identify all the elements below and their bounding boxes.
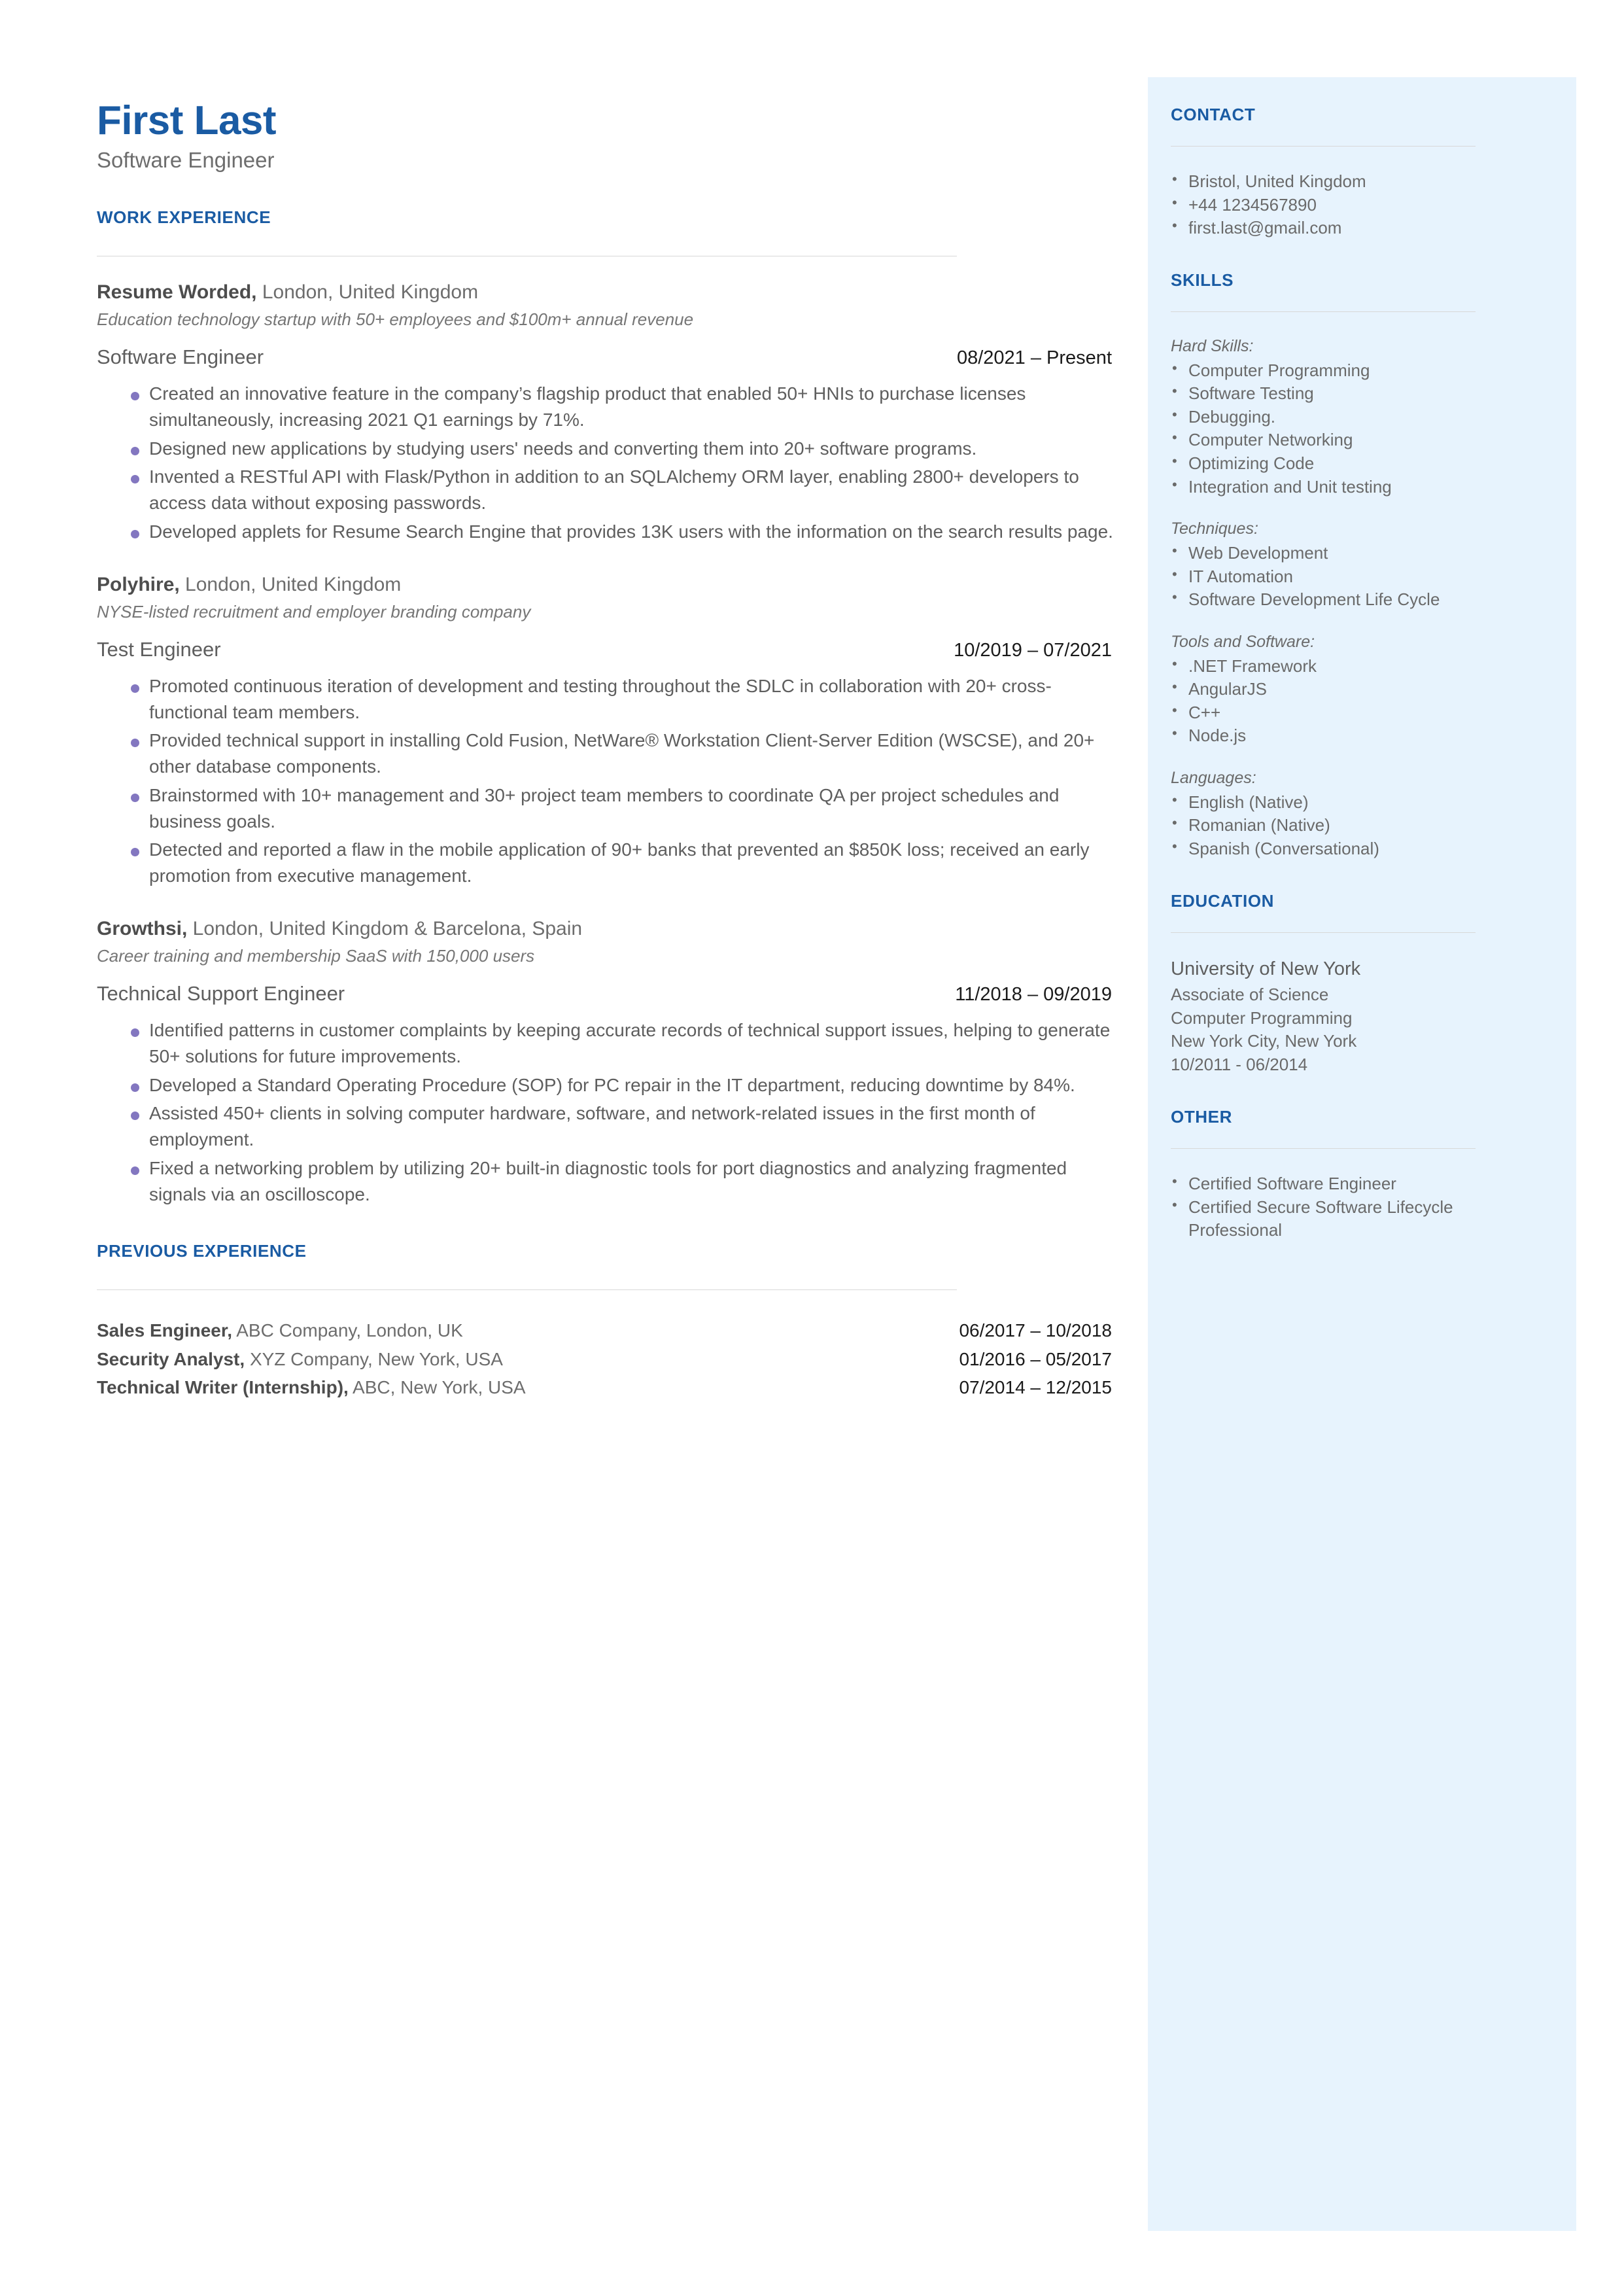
- job-company-name: Polyhire,: [97, 573, 180, 595]
- skill-item: • Node.js: [1171, 724, 1498, 748]
- sidebar-section-skills: [1171, 270, 1498, 861]
- previous-experience-list: [97, 1316, 1117, 1401]
- section-divider: [1171, 311, 1476, 312]
- job-bullet-list: [97, 673, 1117, 889]
- job-company: [97, 917, 1117, 941]
- previous-role-label: [97, 1316, 463, 1344]
- section-heading-work-experience: WORK EXPERIENCE: [97, 207, 271, 228]
- job-company-description: Career training and membership SaaS with 150,000 users: [97, 946, 535, 966]
- previous-role-detail: ABC Company, London, UK: [232, 1320, 463, 1341]
- previous-role-title: Technical Writer (Internship),: [97, 1377, 349, 1398]
- skill-item: • Debugging.: [1171, 406, 1498, 429]
- skills-group: [1171, 767, 1498, 861]
- job-bullet: Assisted 450+ clients in solving computer hardware, software, and network-related issues in the first month of employment.: [97, 1100, 1117, 1153]
- skill-item: • .NET Framework: [1171, 655, 1498, 678]
- page-title: First Last: [97, 98, 277, 143]
- skills-group: [1171, 336, 1498, 499]
- section-divider: [1171, 1148, 1476, 1149]
- job-location: London, United Kingdom: [256, 281, 479, 304]
- previous-role-dates: 06/2017 – 10/2018: [959, 1320, 1112, 1341]
- previous-experience-row: [97, 1373, 1117, 1401]
- professional-headline: Software Engineer: [97, 148, 275, 173]
- sidebar-column: [1171, 105, 1498, 1242]
- job-title: Technical Support Engineer: [97, 982, 345, 1006]
- section-divider: [1171, 932, 1476, 933]
- sidebar-section-other: [1171, 1107, 1498, 1242]
- education-field: Computer Programming: [1171, 1007, 1353, 1028]
- skills-group-label: Tools and Software:: [1171, 632, 1315, 651]
- job-bullet: Fixed a networking problem by utilizing 20+ built-in diagnostic tools for port diagnostics and analyzing fragmented signals via an oscilloscope.: [97, 1155, 1117, 1208]
- skills-group-list: [1171, 655, 1498, 748]
- skill-item: • Spanish (Conversational): [1171, 837, 1498, 861]
- previous-role-detail: ABC, New York, USA: [348, 1377, 526, 1398]
- skills-group-label: Hard Skills:: [1171, 336, 1254, 355]
- job-bullet: Created an innovative feature in the company’s flagship product that enabled 50+ HNIs to purchase licenses simultaneously, increasing 2021 Q1 earnings by 71%.: [97, 381, 1117, 433]
- job-bullet-list: [97, 1017, 1117, 1207]
- job-company-description: Education technology startup with 50+ employees and $100m+ annual revenue: [97, 309, 694, 330]
- skill-item: • Web Development: [1171, 542, 1498, 565]
- job-bullet: Designed new applications by studying users' needs and converting them into 20+ software programs.: [97, 436, 1117, 462]
- skill-item: • Software Testing: [1171, 382, 1498, 406]
- job-dates: 10/2019 – 07/2021: [954, 639, 1112, 661]
- other-item: • Certified Software Engineer: [1171, 1172, 1498, 1196]
- section-heading-skills: SKILLS: [1171, 270, 1234, 290]
- job-company-name: Resume Worded,: [97, 281, 257, 304]
- job-title: Software Engineer: [97, 345, 264, 369]
- skills-group-list: [1171, 359, 1498, 499]
- skill-item: • Romanian (Native): [1171, 814, 1498, 837]
- job-company-description: NYSE-listed recruitment and employer branding company: [97, 602, 531, 622]
- job-dates: 08/2021 – Present: [956, 347, 1112, 369]
- skills-group-list: [1171, 791, 1498, 861]
- work-experience-entry: [97, 280, 1117, 545]
- job-bullet: Invented a RESTful API with Flask/Python in addition to an SQLAlchemy ORM layer, enabling 2800+ developers to access data without exposing passwords.: [97, 464, 1117, 516]
- previous-experience-row: [97, 1316, 1117, 1344]
- job-bullet: Brainstormed with 10+ management and 30+ project team members to coordinate QA per project schedules and business goals.: [97, 782, 1117, 835]
- sidebar-section-education: [1171, 891, 1498, 1077]
- job-location: London, United Kingdom & Barcelona, Spain: [187, 917, 583, 939]
- other-item: • Certified Secure Software Lifecycle Professional: [1171, 1196, 1498, 1242]
- job-bullet: Identified patterns in customer complaints by keeping accurate records of technical support issues, helping to generate 50+ solutions for future improvements.: [97, 1017, 1117, 1070]
- job-company-name: Growthsi,: [97, 917, 188, 939]
- education-degree: Associate of Science: [1171, 984, 1329, 1004]
- work-experience-list: [97, 280, 1117, 1207]
- section-heading-other: OTHER: [1171, 1107, 1232, 1127]
- other-list: [1171, 1172, 1498, 1242]
- skill-item: • AngularJS: [1171, 678, 1498, 701]
- work-experience-entry: [97, 917, 1117, 1207]
- job-bullet: Provided technical support in installing Cold Fusion, NetWare® Workstation Client-Server Edition (WSCSE), and 20+ other database components.: [97, 727, 1117, 780]
- skills-group: [1171, 631, 1498, 748]
- skill-item: • English (Native): [1171, 791, 1498, 815]
- skill-item: • IT Automation: [1171, 565, 1498, 589]
- section-divider: [97, 1289, 957, 1290]
- job-title-row: [97, 982, 1117, 1006]
- skills-group: [1171, 518, 1498, 612]
- previous-role-title: Sales Engineer,: [97, 1320, 232, 1341]
- job-bullet-list: [97, 381, 1117, 545]
- skill-item: • Computer Programming: [1171, 359, 1498, 383]
- job-company: [97, 572, 1117, 597]
- contact-list: [1171, 170, 1498, 240]
- section-heading-education: EDUCATION: [1171, 890, 1275, 911]
- job-bullet: Developed a Standard Operating Procedure (SOP) for PC repair in the IT department, reducing downtime by 84%.: [97, 1072, 1117, 1098]
- job-location: London, United Kingdom: [179, 573, 402, 595]
- job-bullet: Detected and reported a flaw in the mobile application of 90+ banks that prevented an $850K loss; received an early promotion from executive management.: [97, 837, 1117, 889]
- contact-item: • Bristol, United Kingdom: [1171, 170, 1498, 194]
- skills-group-label: Languages:: [1171, 769, 1256, 787]
- skill-item: • Computer Networking: [1171, 429, 1498, 452]
- previous-role-label: [97, 1345, 503, 1373]
- job-title-row: [97, 638, 1117, 661]
- contact-item: • first.last@gmail.com: [1171, 217, 1498, 240]
- section-divider: [1171, 146, 1476, 147]
- job-bullet: Developed applets for Resume Search Engine that provides 13K users with the information on the search results page.: [97, 519, 1117, 545]
- previous-role-detail: XYZ Company, New York, USA: [245, 1348, 503, 1369]
- education-dates: 10/2011 - 06/2014: [1171, 1055, 1308, 1075]
- main-column: [97, 98, 1117, 1402]
- previous-role-label: [97, 1373, 526, 1401]
- job-title: Test Engineer: [97, 637, 221, 661]
- skills-groups: [1171, 336, 1498, 861]
- work-experience-entry: [97, 572, 1117, 889]
- education-location: New York City, New York: [1171, 1031, 1357, 1051]
- previous-experience-row: [97, 1345, 1117, 1373]
- job-bullet: Promoted continuous iteration of development and testing throughout the SDLC in collaboration with 20+ cross-functional team members.: [97, 673, 1117, 726]
- skills-group-list: [1171, 542, 1498, 612]
- skill-item: • Optimizing Code: [1171, 452, 1498, 476]
- education-school: University of New York: [1171, 958, 1361, 979]
- previous-role-dates: 01/2016 – 05/2017: [959, 1348, 1112, 1369]
- section-heading-previous-experience: PREVIOUS EXPERIENCE: [97, 1241, 307, 1261]
- skills-group-label: Techniques:: [1171, 519, 1258, 538]
- previous-role-title: Security Analyst,: [97, 1348, 245, 1369]
- sidebar-section-contact: [1171, 105, 1498, 240]
- skill-item: • Software Development Life Cycle: [1171, 588, 1498, 612]
- skill-item: • Integration and Unit testing: [1171, 476, 1498, 499]
- previous-role-dates: 07/2014 – 12/2015: [959, 1377, 1112, 1398]
- contact-item: • +44 1234567890: [1171, 194, 1498, 217]
- job-company: [97, 280, 1117, 305]
- job-title-row: [97, 345, 1117, 369]
- skill-item: • C++: [1171, 701, 1498, 725]
- section-heading-contact: CONTACT: [1171, 105, 1256, 124]
- job-dates: 11/2018 – 09/2019: [955, 984, 1112, 1006]
